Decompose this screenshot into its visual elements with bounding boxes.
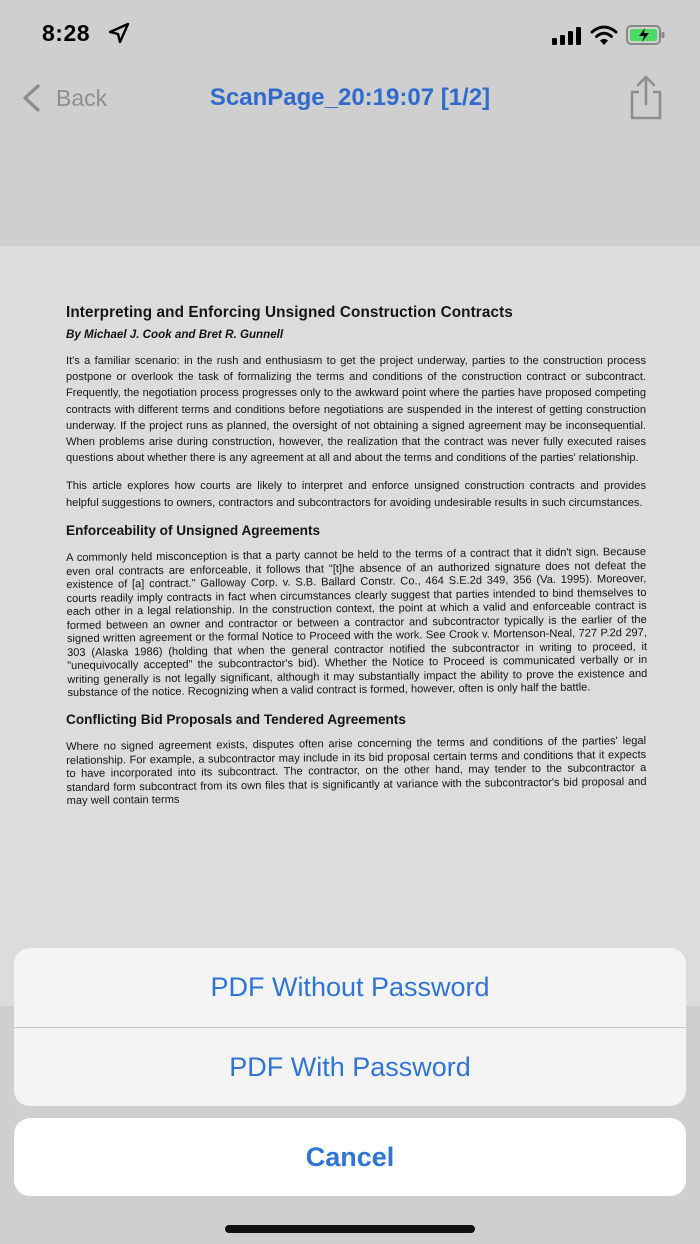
document-content [66, 304, 646, 809]
home-indicator [225, 1225, 475, 1233]
location-arrow-icon [108, 22, 130, 44]
document-title: Interpreting and Enforcing Unsigned Construction Contracts [66, 304, 513, 321]
document-paragraph: This article explores how courts are likely to interpret and enforce unsigned construction contracts and provides helpful suggestions to owners, contractors and subcontractors for avoiding undesirable results in such circumstances. [66, 480, 646, 509]
status-time: 8:28 [42, 20, 91, 46]
wifi-icon [590, 24, 618, 46]
export-options-sheet [14, 948, 686, 1106]
pdf-with-password-button[interactable]: PDF With Password [229, 1052, 471, 1082]
document-paragraph: It's a familiar scenario: in the rush and enthusiasm to get the project underway, parties to the construction process postpone or overlook the task of formalizing the terms and conditions of the construction contract or subcontract. Frequently, the negotiation process progresses only to the awkward point where the parties have proposed competing contracts with different terms and conditions before negotiations are suspended in the interest of getting construction underway. If the project runs as planned, the oversight of not obtaining a signed agreement may be inconsequential. When problems arise during construction, however, the realization that the contract was never fully executed raises questions about whether there is any agreement at all and about the terms and conditions of the parties' relationship. [66, 355, 646, 465]
share-icon[interactable] [624, 74, 668, 122]
navigation-bar [0, 66, 700, 130]
document-heading: Conflicting Bid Proposals and Tendered Agreements [66, 712, 406, 728]
scanned-document-page [0, 246, 700, 1006]
back-label: Back [56, 84, 108, 111]
battery-charging-icon [626, 24, 666, 46]
cancel-button[interactable]: Cancel [14, 1118, 686, 1196]
document-paragraph: Where no signed agreement exists, disputes often arise concerning the terms and conditions of the parties' legal relationship. For example, a subcontractor may include in its bid proposal certain terms and conditions that it expects to have incorporated into its subcontract. The contractor, on the other hand, may tender to the subcontractor a standard form subcontract from its own files that is significantly at variance with the subcontractor's bid proposal and may well contain terms [66, 735, 647, 808]
document-byline: By Michael J. Cook and Bret R. Gunnell [66, 328, 284, 341]
document-paragraph: A commonly held misconception is that a party cannot be held to the terms of a contract that it didn't sign. Because even oral contracts are enforceable, it follows that "[t]he absence of an authorized signature does not defeat the existence of [a] contract." Galloway Corp. v. S.B. Ballard Constr. Co., 464 S.E.2d 349, 356 (Va. 1995). Moreover, courts readily imply contracts in fact when circumstances clearly suggest that parties intended to bind themselves to each other in a legal relationship. In the construction context, the point at which a valid and enforceable contract is formed between an owner and contractor or between a contractor and subcontractor typically is the earlier of the signed written agreement or the formal Notice to Proceed with the work. See Crook v. Mortenson-Neal, 727 P.2d 297, 303 (Alaska 1986) (holding that when the general contractor notified the subcontractor in writing to proceed, it "unequivocally accepted" the subcontractor's bid). Whether the Notice to Proceed is communicated verbally or in writing generally is not legally significant, although it may substantially impact the ability to prove the existence and substance of the notice. Recognizing when a valid contract is formed, however, often is only half the battle. [66, 545, 648, 699]
page-title: ScanPage_20:19:07 [1/2] [209, 84, 491, 111]
document-heading: Enforceability of Unsigned Agreements [66, 522, 321, 538]
pdf-without-password-button[interactable]: PDF Without Password [210, 972, 490, 1002]
status-bar [0, 0, 700, 66]
cellular-signal-icon [552, 27, 582, 45]
